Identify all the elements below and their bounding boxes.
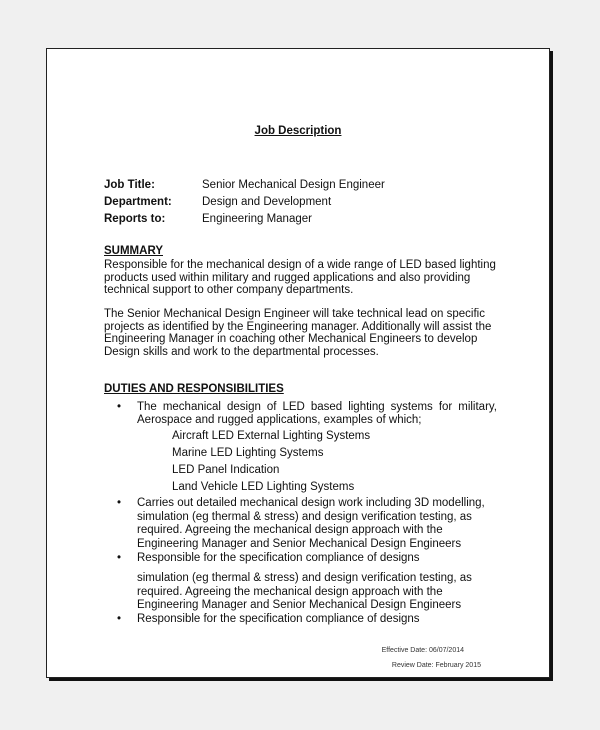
duty-text: Carries out detailed mechanical design work including 3D modelling, simulation (eg thermal & stress) and design verification testing, as required. Agreeing the mechanical design approach with the Engineering Manager and Senior Mechanical Design Engineers — [137, 497, 485, 550]
meta-value: Design and Development — [202, 196, 332, 208]
document-title: Job Description — [254, 125, 342, 137]
duty-text: The mechanical design of LED based lighting systems for military, Aerospace and rugged applications, examples of which; — [137, 401, 497, 426]
example-item: LED Panel Indication — [172, 464, 280, 476]
summary-paragraph-2: The Senior Mechanical Design Engineer will take technical lead on specific projects as identified by the Engineering manager. Additionally will assist the Engineering Manager in coaching other Mechanical Engineers to develop Design skills and work to the departmental processes. — [104, 308, 492, 358]
duty-continuation: simulation (eg thermal & stress) and design verification testing, as required. Agreeing the mechanical design approach with the Engineering Manager and Senior Mechanical Design Engineers — [137, 572, 472, 611]
meta-label: Department: — [104, 196, 172, 208]
meta-row-reports-to — [104, 211, 385, 228]
bullet-icon: • — [117, 552, 122, 564]
duty-text: Responsible for the specification compliance of designs — [137, 552, 420, 564]
bullet-icon: • — [117, 497, 122, 509]
job-meta — [104, 177, 385, 228]
example-item: Marine LED Lighting Systems — [172, 447, 324, 459]
meta-value: Senior Mechanical Design Engineer — [202, 179, 385, 191]
effective-date: Effective Date: 06/07/2014 — [381, 647, 464, 654]
example-item: Land Vehicle LED Lighting Systems — [172, 481, 355, 493]
meta-row-job-title — [104, 177, 385, 194]
duties-heading: DUTIES AND RESPONSIBILITIES — [104, 383, 284, 395]
meta-value: Engineering Manager — [202, 213, 312, 225]
summary-heading: SUMMARY — [104, 245, 163, 257]
bullet-icon: • — [117, 401, 122, 413]
meta-label: Job Title: — [104, 179, 155, 191]
document-page — [46, 48, 550, 678]
bullet-icon: • — [117, 613, 122, 625]
meta-row-department — [104, 194, 385, 211]
example-item: Aircraft LED External Lighting Systems — [172, 430, 371, 442]
summary-paragraph-1: Responsible for the mechanical design of a wide range of LED based lighting products used within military and rugged applications and also providing technical support to other company departments. — [104, 259, 496, 296]
meta-label: Reports to: — [104, 213, 166, 225]
duty-text: Responsible for the specification compliance of designs — [137, 613, 420, 625]
review-date: Review Date: February 2015 — [391, 662, 481, 669]
